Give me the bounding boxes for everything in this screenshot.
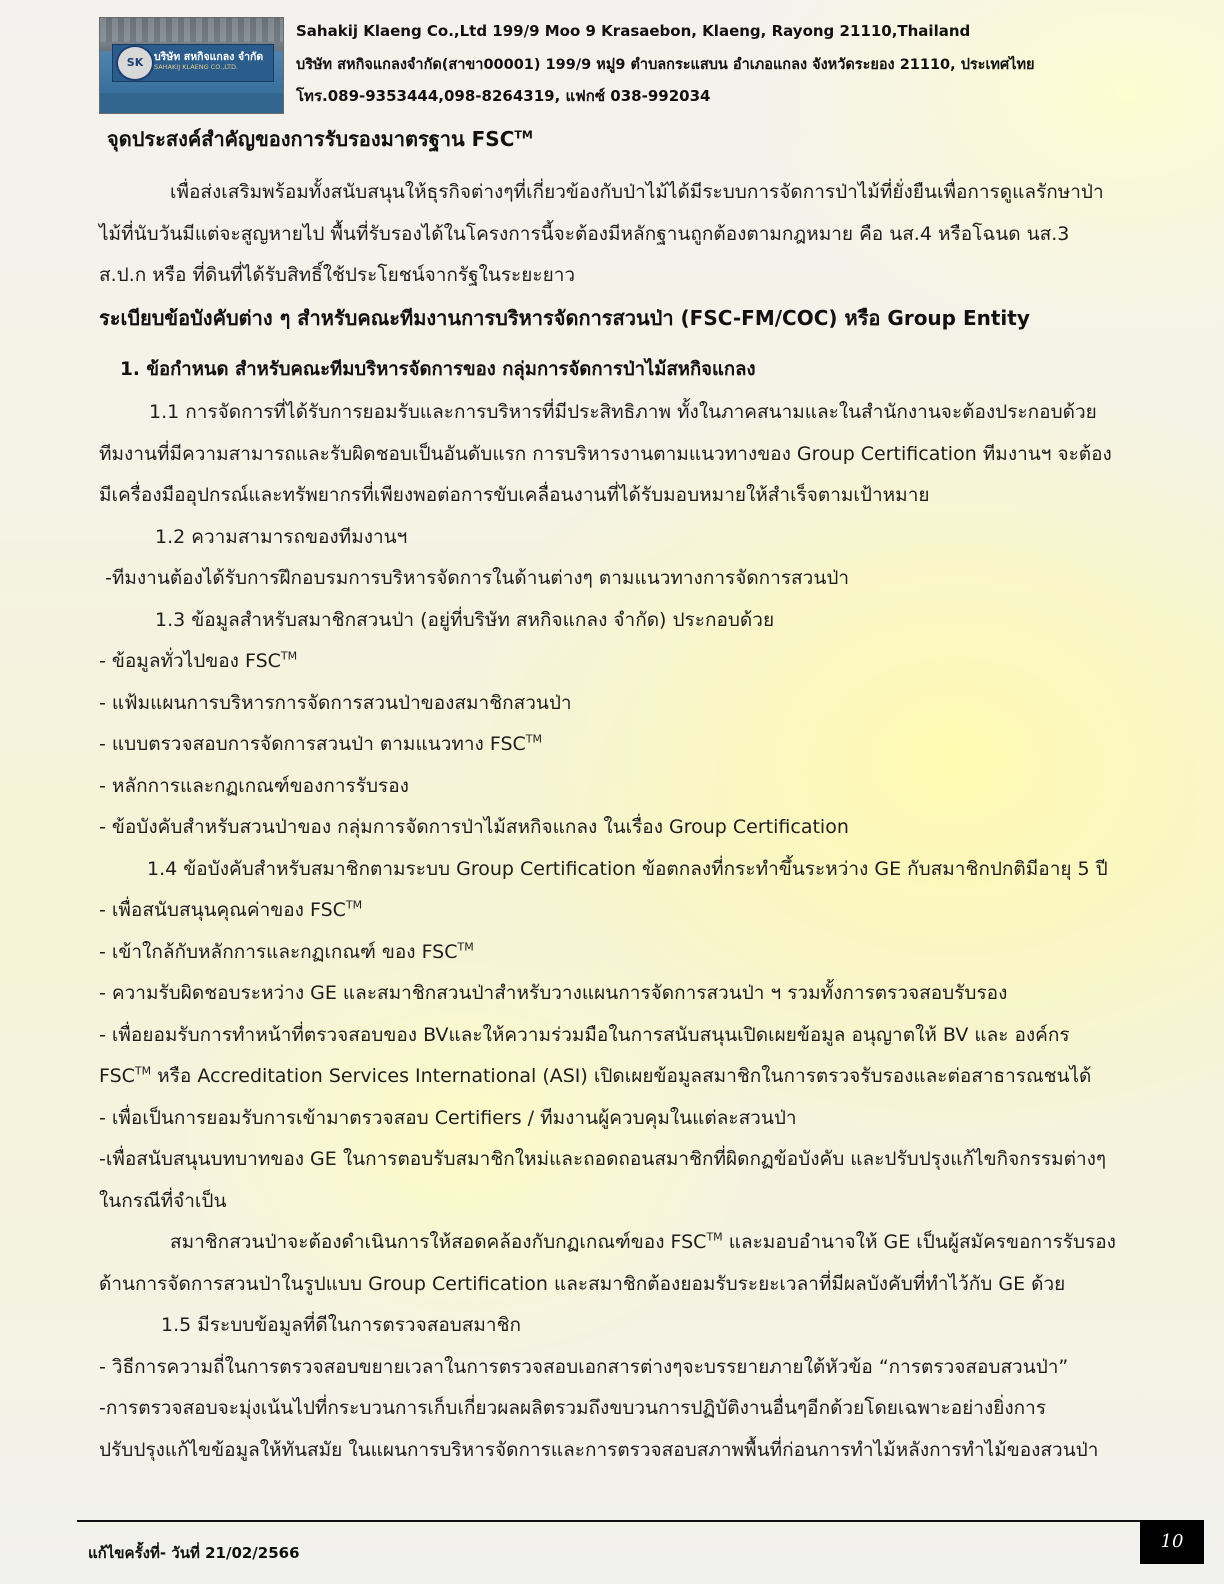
logo-floor — [100, 93, 283, 113]
tm-mark: TM — [134, 1064, 152, 1078]
member-para-line-1: สมาชิกสวนป่าจะต้องดำเนินการให้สอดคล้องกับกฏเกณฑ์ของ FSC™ และมอบอำนาจให้ GE เป็นผู้สมัครขอการรับรอง — [170, 1230, 1116, 1253]
tm-mark: TM — [457, 940, 474, 954]
s1-4-title: 1.4 ข้อบังคับสำหรับสมาชิกตามระบบ Group Certification ข้อตกลงที่กระทำขึ้นระหว่าง GE กับสมาชิกปกติมีอายุ 5 ปี — [147, 858, 1108, 880]
s1-4-item-3: - ความรับผิดชอบระหว่าง GE และสมาชิกสวนป่าสำหรับวางแผนการจัดการสวนป่า ฯ รวมทั้งการตรวจสอบรับรอง — [99, 982, 1008, 1004]
company-address-th: บริษัท สหกิจแกลงจำกัด(สาขา00001) 199/9 หมู่9 ตำบลกระแสบน อำเภอแกลง จังหวัดระยอง 21110, ประเทศไทย — [296, 57, 1035, 73]
s1-5-title: 1.5 มีระบบข้อมูลที่ดีในการตรวจสอบสมาชิก — [161, 1314, 521, 1336]
tm-mark: TM — [280, 649, 298, 663]
company-address-en: Sahakij Klaeng Co.,Ltd 199/9 Moo 9 Krasaebon, Klaeng, Rayong 21110,Thailand — [296, 22, 971, 40]
s1-2-title: 1.2 ความสามารถของทีมงานฯ — [155, 526, 408, 548]
s1-5-item-1: - วิธีการความถี่ในการตรวจสอบขยายเวลาในการตรวจสอบเอกสารต่างๆจะบรรยายภายใต้หัวข้อ “การตรวจสอบสวนป่า” — [99, 1356, 1069, 1378]
tm-mark: TM — [345, 898, 363, 912]
s1-4-item-2: - เข้าใกล้กับหลักการและกฏเกณฑ์ ของ FSC™ — [99, 940, 474, 963]
s1-3-item-3: - แบบตรวจสอบการจัดการสวนป่า ตามแนวทาง FSC™ — [99, 732, 543, 755]
member-para-line-2: ด้านการจัดการสวนป่าในรูปแบบ Group Certification และสมาชิกต้องยอมรับระยะเวลาที่มีผลบังคับที่ทำไว้กับ GE ด้วย — [99, 1273, 1066, 1295]
s1-5-item-2: -การตรวจสอบจะมุ่งเน้นไปที่กระบวนการเก็บเกี่ยวผลผลิตรวมถึงขบวนการปฏิบัติงานอื่นๆอีกด้วยโดยเฉพาะอย่างยิ่งการ — [99, 1397, 1047, 1419]
s1-4-item-5: - เพื่อเป็นการยอมรับการเข้ามาตรวจสอบ Certifiers / ทีมงานผู้ควบคุมในแต่ละสวนป่า — [99, 1107, 797, 1129]
section-1-title: 1. ข้อกำหนด สำหรับคณะทีมบริหารจัดการของ กลุ่มการจัดการป่าไม้สหกิจแกลง — [120, 359, 756, 380]
s1-1-line-2: ทีมงานที่มีความสามารถและรับผิดชอบเป็นอันดับแรก การบริหารงานตามแนวทางของ Group Certification ทีมงานฯ จะต้อง — [99, 443, 1112, 465]
logo-emblem-icon: SK — [116, 45, 154, 81]
page-title: จุดประสงค์สำคัญของการรับรองมาตรฐาน FSC™ — [107, 127, 533, 151]
s1-3-item-2: - แฟ้มแผนการบริหารการจัดการสวนป่าของสมาชิกสวนป่า — [99, 692, 572, 714]
s1-3-item-1: - ข้อมูลทั่วไปของ FSC™ — [99, 649, 298, 672]
s1-1-line-3: มีเครื่องมืออุปกรณ์และทรัพยากรที่เพียงพอต่อการขับเคลื่อนงานที่ได้รับมอบหมายให้สำเร็จตามเป้าหมาย — [99, 484, 930, 506]
logo-sign-english: SAHAKIJ KLAENG CO.,LTD. — [154, 63, 239, 71]
page-number: 10 — [1140, 1520, 1204, 1564]
tm-mark: TM — [514, 128, 533, 142]
company-contact: โทร.089-9353444,098-8264319, แฟกซ์ 038-992034 — [296, 87, 711, 105]
s1-2-item: -ทีมงานต้องได้รับการฝึกอบรมการบริหารจัดการในด้านต่างๆ ตามแนวทางการจัดการสวนป่า — [105, 567, 850, 589]
footer-revision: แก้ไขครั้งที่- วันที่ 21/02/2566 — [88, 1544, 300, 1562]
footer-divider — [77, 1520, 1204, 1522]
tm-mark: TM — [525, 732, 543, 746]
regulations-heading: ระเบียบข้อบังคับต่าง ๆ สำหรับคณะทีมงานการบริหารจัดการสวนป่า (FSC-FM/COC) หรือ Group Entity — [99, 306, 1030, 330]
s1-1-line-1: 1.1 การจัดการที่ได้รับการยอมรับและการบริหารที่มีประสิทธิภาพ ทั้งในภาคสนามและในสำนักงานจะต้องประกอบด้วย — [149, 401, 1097, 423]
s1-3-item-5: - ข้อบังคับสำหรับสวนป่าของ กลุ่มการจัดการป่าไม้สหกิจแกลง ในเรื่อง Group Certification — [99, 816, 849, 838]
s1-4-item-1: - เพื่อสนับสนุนคุณค่าของ FSC™ — [99, 898, 363, 921]
intro-line-3: ส.ป.ก หรือ ที่ดินที่ได้รับสิทธิ์ใช้ประโยชน์จากรัฐในระยะยาว — [99, 264, 576, 286]
intro-line-2: ไม้ที่นับวันมีแต่จะสูญหายไป พื้นที่รับรองได้ในโครงการนี้จะต้องมีหลักฐานถูกต้องตามกฎหมาย คือ นส.4 หรือโฉนด นส.3 — [99, 223, 1070, 245]
s1-3-title: 1.3 ข้อมูลสำหรับสมาชิกสวนป่า (อยู่ที่บริษัท สหกิจแกลง จำกัด) ประกอบด้วย — [155, 609, 775, 631]
intro-line-1: เพื่อส่งเสริมพร้อมทั้งสนับสนุนให้ธุรกิจต่างๆที่เกี่ยวข้องกับป่าไม้ได้มีระบบการจัดการป่าไม้ที่ยั่งยืนเพื่อการดูแลรักษาป่า — [170, 181, 1104, 203]
s1-4-item-6-cont: ในกรณีที่จำเป็น — [99, 1190, 227, 1212]
tm-mark: TM — [706, 1230, 723, 1244]
company-logo — [100, 18, 283, 113]
s1-4-item-6: -เพื่อสนับสนุนบทบาทของ GE ในการตอบรับสมาชิกใหม่และถอดถอนสมาชิกที่ผิดกฏข้อบังคับ และปรับปรุงแก้ไขกิจกรรมต่างๆ — [99, 1148, 1107, 1170]
s1-4-item-4: - เพื่อยอมรับการทำหน้าที่ตรวจสอบของ BVและให้ความร่วมมือในการสนับสนุนเปิดเผยข้อมูล อนุญาตให้ BV และ องค์กร — [99, 1024, 1070, 1046]
logo-sign-thai: บริษัท สหกิจแกลง จำกัด — [154, 51, 264, 63]
s1-4-item-4-cont: FSC™ หรือ Accreditation Services International (ASI) เปิดเผยข้อมูลสมาชิกในการตรวจรับรองและต่อสาธารณชนได้ — [99, 1064, 1092, 1087]
s1-5-item-2-cont: ปรับปรุงแก้ไขข้อมูลให้ทันสมัย ในแผนการบริหารจัดการและการตรวจสอบสภาพพื้นที่ก่อนการทำไม้หลังการทำไม้ของสวนป่า — [99, 1439, 1099, 1461]
s1-3-item-4: - หลักการและกฏเกณฑ์ของการรับรอง — [99, 775, 409, 797]
logo-ceiling — [100, 18, 283, 42]
